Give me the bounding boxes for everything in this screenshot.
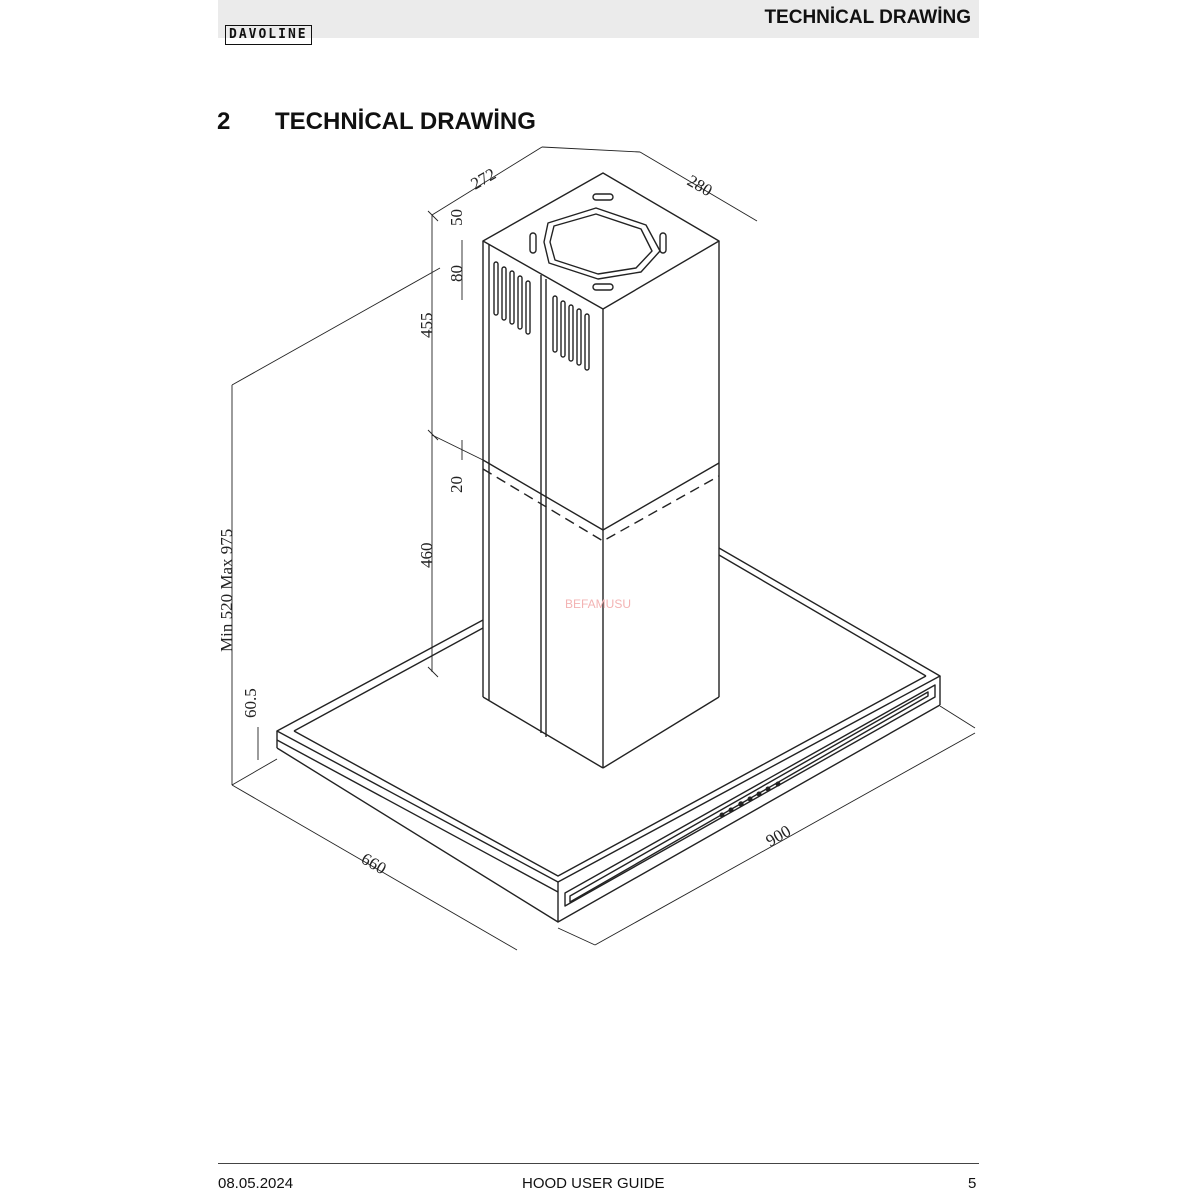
control-buttons bbox=[720, 782, 780, 817]
dim-50: 50 bbox=[447, 209, 466, 226]
watermark: BEFAMUSU bbox=[565, 597, 632, 611]
dim-660: 660 bbox=[358, 849, 390, 879]
dim-460: 460 bbox=[417, 542, 436, 568]
page-number: 5 bbox=[968, 1175, 977, 1192]
dim-min-max: Min 520 Max 975 bbox=[217, 528, 236, 652]
dim-80: 80 bbox=[447, 265, 466, 282]
dim-900: 900 bbox=[762, 821, 795, 851]
section-title: TECHNİCAL DRAWİNG bbox=[275, 108, 536, 135]
dim-455: 455 bbox=[417, 312, 436, 338]
brand-logo: DAVOLINE bbox=[225, 25, 312, 45]
dim-280: 280 bbox=[684, 171, 716, 201]
chimney bbox=[483, 173, 719, 768]
footer-doc-title: HOOD USER GUIDE bbox=[522, 1175, 665, 1192]
dim-60-5: 60.5 bbox=[241, 688, 260, 718]
footer-rule bbox=[218, 1163, 979, 1164]
section-number: 2 bbox=[217, 108, 231, 135]
header-title: TECHNİCAL DRAWİNG bbox=[764, 7, 971, 28]
dim-20: 20 bbox=[447, 476, 466, 493]
dim-272: 272 bbox=[467, 164, 500, 194]
footer-date: 08.05.2024 bbox=[218, 1175, 294, 1192]
